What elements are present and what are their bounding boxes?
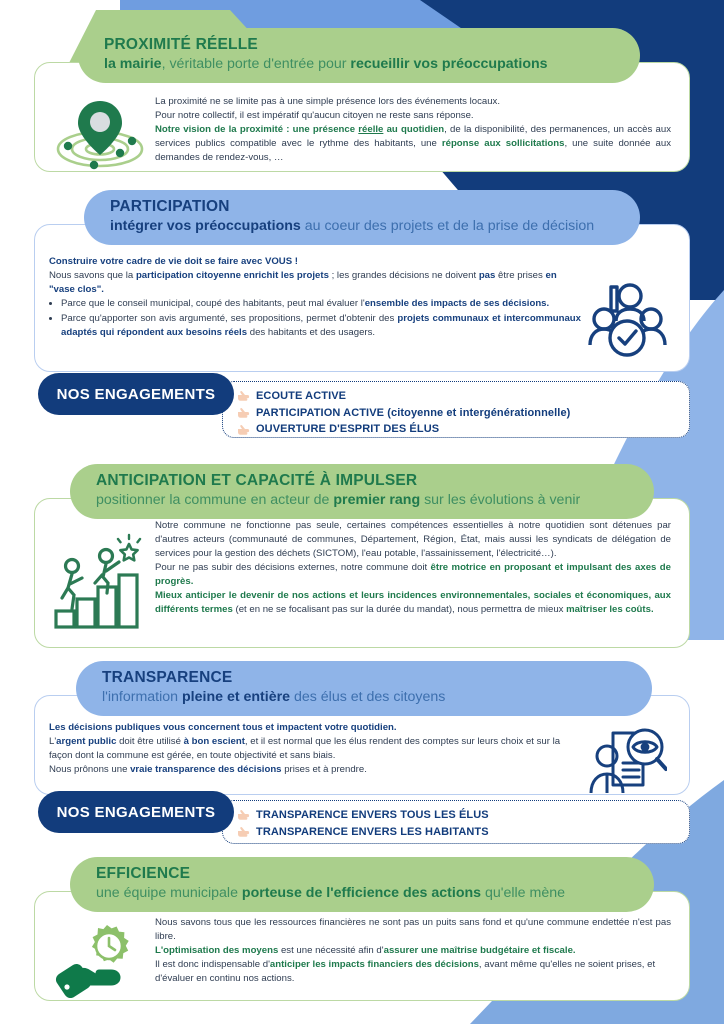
list-item [237,388,679,405]
section-header-efficience [70,857,654,912]
participation-bullet-list [61,297,581,340]
location-pin-rings-icon [54,99,150,171]
section-header-participation [84,190,640,245]
efficience-para-1: Nous savons tous que les ressources financières ne sont pas un puits sans fond et qu'une commune endettée n'est pas libre. [155,917,671,942]
anticipation-para-1: Notre commune ne fonctionne pas seule, certaines compétences essentielles à notre quotidien sont détenues par d'autres acteurs (communauté de communes, Département, Région, État, mais aussi les syndicats de délégation de services pour la gestion des déchets (SICTOM), l'eau potable, l'assainissement, l'électricité…). [155,520,671,559]
people-group-check-icon [585,277,669,361]
person-document-magnifier-eye-icon [587,725,667,799]
engagements-badge-participation[interactable]: NOS ENGAGEMENTS [38,373,234,415]
section-subtitle-efficience: une équipe municipale porteuse de l'efficience des actions qu'elle mène [96,885,565,902]
pointing-hand-icon [237,424,250,436]
section-body-transparence [49,721,581,777]
section-body-proximite [155,95,671,165]
list-item [237,405,679,422]
icon-hand-gear-clock [47,916,155,1000]
section-header-transparence [76,661,652,716]
list-item [237,824,679,841]
section-card-anticipation [34,498,690,648]
engagements-list-transparence [237,807,679,840]
pointing-hand-icon [237,826,250,838]
section-card-participation [34,224,690,372]
anticipation-para-3: Mieux anticiper le devenir de nos actions et leurs incidences environnementales, sociales et économiques, aux différents termes (et en ne se focalisant pas sur la durée du mandat), nous permettra de mieux maîtriser les coûts. [155,590,671,615]
transparence-lead: Les décisions publiques vous concernent tous et impactent votre quotidien. [49,722,397,733]
engagements-badge-transparence[interactable]: NOS ENGAGEMENTS [38,791,234,833]
engagements-box-transparence [222,800,690,844]
engagements-box-participation [222,381,690,438]
section-subtitle-proximite: la mairie, véritable porte d'entrée pour recueillir vos préoccupations [104,56,548,73]
transparence-para-2: L'argent public doit être utilisé à bon escient, et il est normal que les élus rendent des comptes sur leurs choix et sur la façon dont la commune est gérée, en toute objectivité et sans biais. [49,736,561,761]
engagement-label: TRANSPARENCE ENVERS TOUS LES ÉLUS [256,809,489,821]
section-title-anticipation: ANTICIPATION ET CAPACITÉ À IMPULSER [96,472,418,489]
participation-lead: Construire votre cadre de vie doit se faire avec VOUS ! [49,256,298,267]
engagement-label: OUVERTURE D'ESPRIT DES ÉLUS [256,423,440,436]
section-title-efficience: EFFICIENCE [96,865,191,882]
proximite-para-3: Notre vision de la proximité : une présence réelle au quotidien, de la disponibilité, des permanences, un accès aux services publics compatible avec le rythme des habitants, une réponse aux sollicitations, une suite donnée aux demandes de rendez-vous, … [155,124,671,163]
list-item: • Parce qu'apporter son avis argumenté, ses propositions, permet d'obtenir des projets communaux et intercommunaux adaptés qui répondent aux besoins réels des habitants et des usagers. [61,312,581,340]
engagements-list-participation [237,388,679,438]
pointing-hand-icon [237,809,250,821]
proximite-para-1: La proximité ne se limite pas à une simple présence lors des événements locaux. [155,96,501,107]
transparence-para-3: Nous prônons une vraie transparence des décisions prises et à prendre. [49,764,367,775]
section-body-efficience [155,916,671,986]
engagement-label: ECOUTE ACTIVE [256,390,347,402]
pointing-hand-icon [237,407,250,419]
list-item: • Parce que le conseil municipal, coupé des habitants, peut mal évaluer l'ensemble des impacts de ses décisions. [61,297,581,311]
icon-location-pin-rings [49,95,155,171]
section-title-participation: PARTICIPATION [110,198,230,215]
section-title-proximite: PROXIMITÉ RÉELLE [104,36,258,53]
section-body-anticipation [155,519,671,617]
proximite-para-2: Pour notre collectif, il est impératif qu'aucun citoyen ne reste sans réponse. [155,110,474,121]
list-item [237,421,679,438]
icon-stairs-star-climb [45,519,155,633]
icon-person-document-magnifier [581,721,673,799]
pointing-hand-icon [237,390,250,402]
participation-para: Nous savons que la participation citoyenne enrichit les projets ; les grandes décisions ne doivent pas être prises en "vase clos". [49,270,557,295]
section-subtitle-transparence: l'information pleine et entière des élus et des citoyens [102,689,446,706]
list-item [237,807,679,824]
section-subtitle-participation: intégrer vos préoccupations au coeur des projets et de la prise de décision [110,218,595,235]
section-header-proximite [78,28,640,83]
section-title-transparence: TRANSPARENCE [102,669,233,686]
section-header-anticipation [70,464,654,519]
hand-gear-clock-icon [53,920,149,1000]
efficience-para-3: Il est donc indispensable d'anticiper les impacts financiers des décisions, avant même qu'elles ne soient prises, et d'évaluer en continu nos actions. [155,959,656,984]
icon-people-group-check [581,255,673,361]
stairs-star-climb-icon [50,533,150,633]
anticipation-para-2: Pour ne pas subir des décisions externes, notre commune doit être motrice en proposant et impulsant des axes de progrès. [155,562,671,587]
efficience-para-2: L'optimisation des moyens est une nécessité afin d'assurer une maîtrise budgétaire et fiscale. [155,945,576,956]
engagement-label: PARTICIPATION ACTIVE (citoyenne et intergénérationnelle) [256,406,571,419]
section-body-participation [49,255,581,341]
section-subtitle-anticipation: positionner la commune en acteur de premier rang sur les évolutions à venir [96,492,581,509]
engagement-label: TRANSPARENCE ENVERS LES HABITANTS [256,825,489,838]
